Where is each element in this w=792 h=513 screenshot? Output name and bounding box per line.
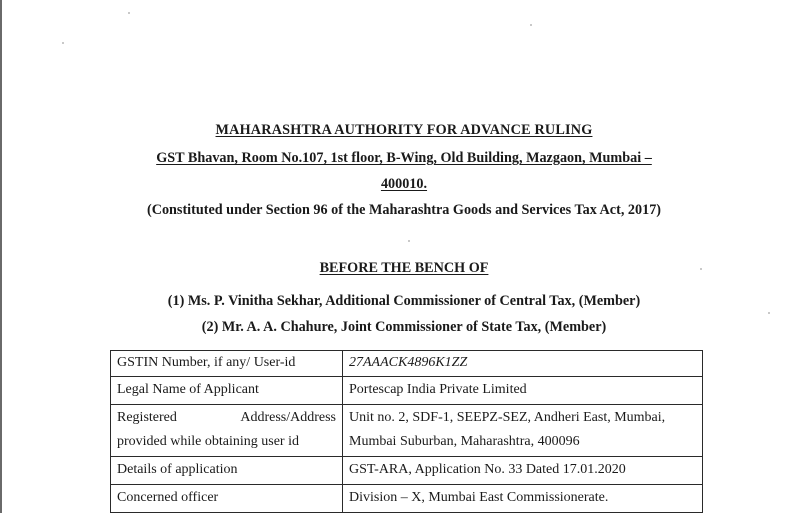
authority-title: MAHARASHTRA AUTHORITY FOR ADVANCE RULING (215, 122, 593, 138)
address-line-1: GST Bhavan, Room No.107, 1st floor, B-Wing, Old Building, Mazgaon, Mumbai – (156, 150, 652, 166)
bench-member-2: (2) Mr. A. A. Chahure, Joint Commissioner of State Tax, (Member) (201, 319, 607, 335)
table-row (111, 457, 703, 485)
row-value-officer: Division – X, Mumbai East Commissionerate. (343, 485, 703, 513)
address-label-line-1 (117, 406, 336, 430)
row-label-legal-name: Legal Name of Applicant (111, 377, 343, 405)
row-label-gstin: GSTIN Number, if any/ User-id (111, 351, 343, 377)
row-label-application: Details of application (111, 457, 343, 485)
scan-speck (768, 312, 770, 314)
table-row (111, 405, 703, 457)
address-line-2: 400010. (380, 176, 428, 192)
constituted-note: (Constituted under Section 96 of the Maharashtra Goods and Services Tax Act, 2017) (146, 202, 662, 218)
scan-speck (62, 42, 64, 44)
row-label-address (111, 405, 343, 457)
address-label-word-1: Registered (117, 410, 177, 425)
scan-speck (128, 12, 130, 14)
scan-speck (530, 24, 532, 26)
table-row (111, 351, 703, 377)
page-left-edge (0, 0, 2, 513)
row-value-legal-name: Portescap India Private Limited (343, 377, 703, 405)
applicant-details-table (110, 350, 703, 513)
bench-member-1: (1) Ms. P. Vinitha Sekhar, Additional Commissioner of Central Tax, (Member) (167, 293, 641, 309)
row-value-gstin: 27AAACK4896K1ZZ (343, 351, 703, 377)
row-label-officer: Concerned officer (111, 485, 343, 513)
address-label-line-2: provided while obtaining user id (117, 434, 299, 449)
scan-speck (408, 240, 410, 242)
address-value-line-1: Unit no. 2, SDF-1, SEEPZ-SEZ, Andheri East, Mumbai, (349, 410, 666, 425)
address-value-line-2: Mumbai Suburban, Maharashtra, 400096 (349, 434, 580, 449)
row-value-address (343, 405, 703, 457)
row-value-application: GST-ARA, Application No. 33 Dated 17.01.2020 (343, 457, 703, 485)
table-row (111, 377, 703, 405)
table-row (111, 485, 703, 513)
address-label-word-2: Address/Address (240, 410, 336, 425)
bench-heading: BEFORE THE BENCH OF (319, 260, 489, 276)
